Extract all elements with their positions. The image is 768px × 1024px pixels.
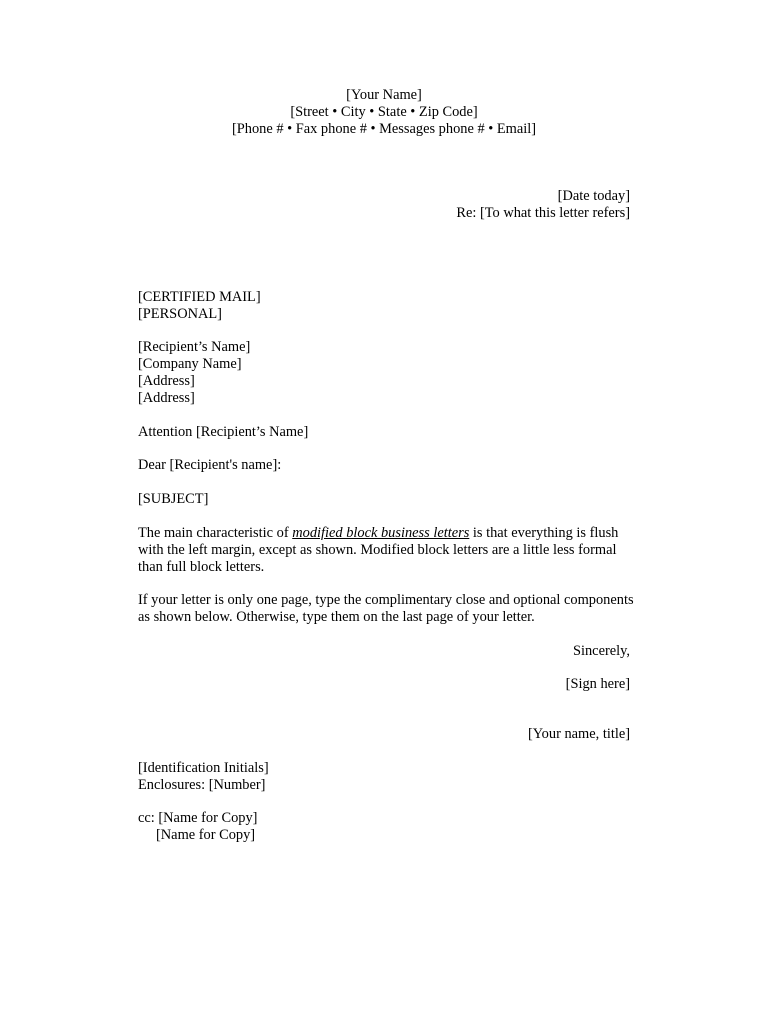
- body-paragraph-1-line-3: than full block letters.: [138, 559, 265, 575]
- sender-contact: [Phone # • Fax phone # • Messages phone # • Email]: [231, 121, 537, 137]
- modified-block-letters-link[interactable]: modified block business letters: [292, 525, 470, 541]
- subject-line: [SUBJECT]: [138, 491, 209, 507]
- body-paragraph-2-line-2: as shown below. Otherwise, type them on the last page of your letter.: [138, 609, 535, 625]
- enclosures-line: Enclosures: [Number]: [138, 777, 266, 793]
- recipient-address-line-1: [Address]: [138, 373, 195, 389]
- cc-line-2: [Name for Copy]: [156, 827, 256, 843]
- letter-date: [Date today]: [557, 188, 630, 204]
- recipient-name: [Recipient’s Name]: [138, 339, 251, 355]
- certified-mail-notation: [CERTIFIED MAIL]: [138, 289, 261, 305]
- signature-placeholder: [Sign here]: [565, 676, 630, 692]
- body-text: is that everything is flush: [469, 525, 619, 541]
- attention-line: Attention [Recipient’s Name]: [138, 424, 309, 440]
- complimentary-close: Sincerely,: [572, 643, 630, 659]
- identification-initials: [Identification Initials]: [138, 760, 269, 776]
- reference-line: Re: [To what this letter refers]: [456, 205, 630, 221]
- body-text: The main characteristic of: [138, 525, 293, 541]
- sender-address: [Street • City • State • Zip Code]: [290, 104, 478, 120]
- recipient-address-line-2: [Address]: [138, 390, 195, 406]
- sender-name-title: [Your name, title]: [527, 726, 630, 742]
- sender-name: [Your Name]: [346, 87, 422, 103]
- body-paragraph-2-line-1: If your letter is only one page, type the complimentary close and optional components: [138, 592, 634, 608]
- salutation: Dear [Recipient's name]:: [138, 457, 282, 473]
- body-paragraph-1-line-2: with the left margin, except as shown. Modified block letters are a little less formal: [138, 542, 617, 558]
- cc-line-1: cc: [Name for Copy]: [138, 810, 258, 826]
- personal-notation: [PERSONAL]: [138, 306, 222, 322]
- recipient-company: [Company Name]: [138, 356, 242, 372]
- body-paragraph-1-line-1: [138, 525, 638, 542]
